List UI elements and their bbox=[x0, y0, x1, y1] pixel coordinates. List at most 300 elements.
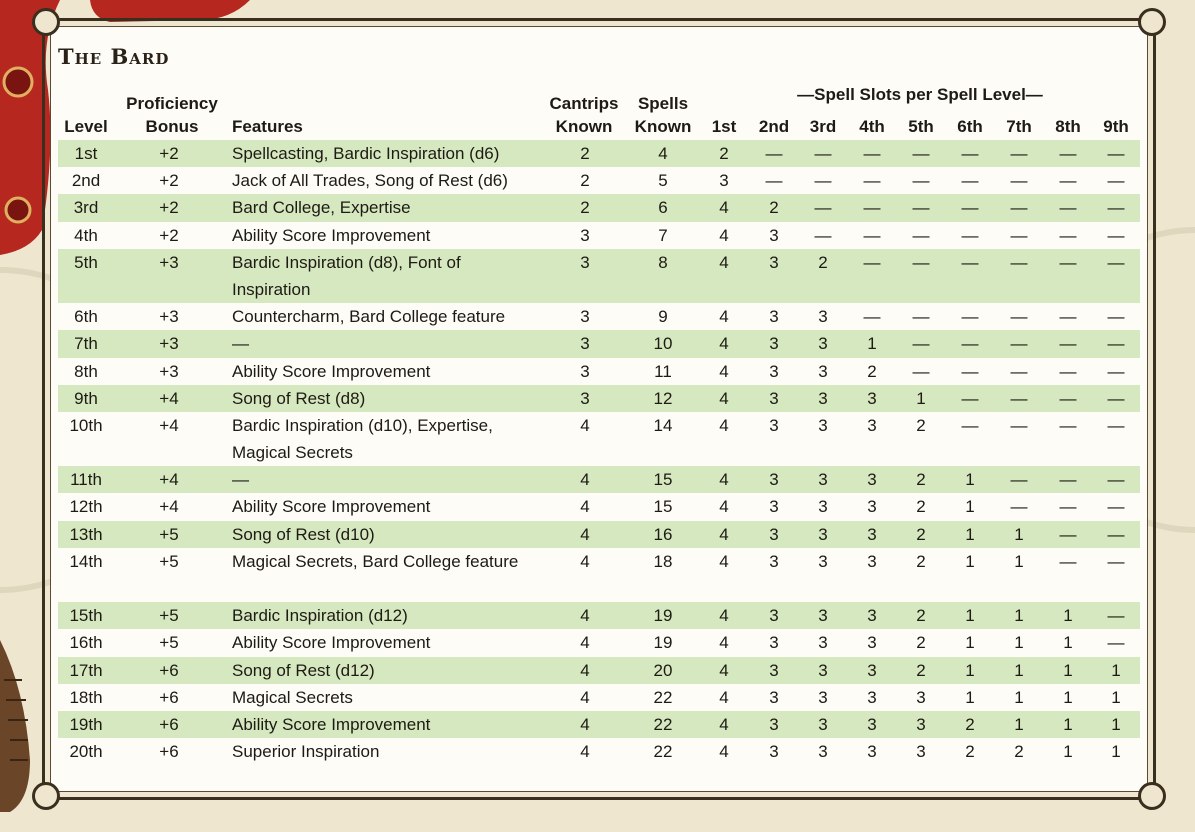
features-cell: Superior Inspiration bbox=[232, 742, 380, 762]
slot-1st-cell: 4 bbox=[719, 551, 729, 571]
slot-6th-cell: — bbox=[961, 171, 979, 191]
slot-4th-cell: 3 bbox=[867, 687, 877, 707]
slot-6th-cell: — bbox=[961, 225, 979, 245]
slot-3rd-cell: 3 bbox=[818, 524, 828, 544]
level-cell: 4th bbox=[74, 225, 98, 245]
slot-3rd-cell: 3 bbox=[818, 415, 828, 435]
proficiency-bonus-cell: +6 bbox=[159, 742, 179, 762]
slot-5th-cell: 2 bbox=[916, 415, 926, 435]
slot-9th-cell: 1 bbox=[1111, 714, 1121, 734]
slot-6th-cell: — bbox=[961, 388, 979, 408]
level-cell: 2nd bbox=[71, 171, 101, 191]
slot-8th-cell: — bbox=[1059, 497, 1077, 517]
slot-6th-cell: 1 bbox=[965, 660, 975, 680]
slot-2nd-cell: — bbox=[765, 144, 783, 163]
slot-9th-cell: — bbox=[1107, 144, 1125, 163]
slot-9th-cell: — bbox=[1107, 334, 1125, 354]
proficiency-bonus-cell: +4 bbox=[159, 415, 179, 435]
slot-2nd-cell: 2 bbox=[769, 198, 779, 218]
slot-3rd-cell: 3 bbox=[818, 388, 828, 408]
cantrips-known-cell: 3 bbox=[580, 252, 590, 272]
slot-4th-cell: — bbox=[863, 225, 881, 245]
header-proficiency-bonus: Proficiency Bonus bbox=[126, 94, 218, 136]
table-row-10th bbox=[58, 412, 1140, 466]
spells-known-cell: 14 bbox=[653, 415, 673, 435]
slot-3rd-cell: 3 bbox=[818, 714, 828, 734]
slot-3rd-cell: 3 bbox=[818, 606, 828, 626]
features-cell: — bbox=[232, 470, 249, 490]
proficiency-bonus-cell: +5 bbox=[159, 551, 179, 571]
slot-9th-cell: — bbox=[1107, 633, 1125, 653]
slot-5th-cell: 2 bbox=[916, 606, 926, 626]
slot-6th-cell: — bbox=[961, 307, 979, 327]
table-row-12th bbox=[58, 493, 1140, 520]
proficiency-bonus-cell: +3 bbox=[159, 307, 179, 327]
slot-1st-cell: 4 bbox=[719, 497, 729, 517]
slot-2nd-cell: 3 bbox=[769, 497, 779, 517]
slot-8th-cell: 1 bbox=[1063, 687, 1073, 707]
cantrips-known-cell: 4 bbox=[580, 687, 590, 707]
features-cell: Song of Rest (d10) bbox=[232, 524, 375, 544]
header-features: Features bbox=[232, 117, 303, 136]
slot-8th-cell: — bbox=[1059, 225, 1077, 245]
slot-6th-cell: 1 bbox=[965, 633, 975, 653]
slot-3rd-cell: 3 bbox=[818, 361, 828, 381]
proficiency-bonus-cell: +3 bbox=[159, 252, 179, 272]
slot-2nd-cell: 3 bbox=[769, 252, 779, 272]
slot-9th-cell: — bbox=[1107, 361, 1125, 381]
table-row-8th bbox=[58, 358, 1140, 385]
slot-2nd-cell: 3 bbox=[769, 470, 779, 490]
slot-8th-cell: — bbox=[1059, 415, 1077, 435]
slot-6th-cell: 2 bbox=[965, 742, 975, 762]
slot-5th-cell: 3 bbox=[916, 742, 926, 762]
slot-9th-cell: — bbox=[1107, 307, 1125, 327]
table-row-19th bbox=[58, 711, 1140, 738]
level-cell: 19th bbox=[69, 714, 103, 734]
slot-3rd-cell: 3 bbox=[818, 497, 828, 517]
slot-7th-cell: 1 bbox=[1014, 660, 1024, 680]
slot-6th-cell: 1 bbox=[965, 470, 975, 490]
slot-2nd-cell: 3 bbox=[769, 388, 779, 408]
header-slot-9th: 9th bbox=[1103, 117, 1129, 136]
slot-6th-cell: 1 bbox=[965, 524, 975, 544]
proficiency-bonus-cell: +3 bbox=[159, 334, 179, 354]
table-row-1st bbox=[58, 140, 1140, 167]
features-cell: — bbox=[232, 334, 249, 354]
slot-7th-cell: 1 bbox=[1014, 714, 1024, 734]
slot-3rd-cell: 3 bbox=[818, 551, 828, 571]
features-cell: Ability Score Improvement bbox=[232, 361, 431, 381]
table-row-5th bbox=[58, 249, 1140, 303]
spells-known-cell: 6 bbox=[658, 198, 668, 218]
features-cell: Ability Score Improvement bbox=[232, 714, 431, 734]
slot-8th-cell: 1 bbox=[1063, 660, 1073, 680]
slot-5th-cell: — bbox=[912, 252, 930, 272]
slot-4th-cell: 3 bbox=[867, 497, 877, 517]
slot-1st-cell: 4 bbox=[719, 388, 729, 408]
features-cell: Bardic Inspiration (d8), Font of Inspiration bbox=[232, 252, 461, 299]
slot-5th-cell: — bbox=[912, 198, 930, 218]
slot-6th-cell: 1 bbox=[965, 497, 975, 517]
features-cell: Magical Secrets, Bard College feature bbox=[232, 551, 519, 571]
slot-8th-cell: 1 bbox=[1063, 742, 1073, 762]
slot-1st-cell: 4 bbox=[719, 524, 729, 544]
slot-6th-cell: — bbox=[961, 144, 979, 163]
slot-7th-cell: 1 bbox=[1014, 524, 1024, 544]
spells-known-cell: 18 bbox=[653, 551, 673, 571]
slot-8th-cell: 1 bbox=[1063, 714, 1073, 734]
spells-known-cell: 5 bbox=[658, 171, 668, 191]
slot-2nd-cell: 3 bbox=[769, 714, 779, 734]
spells-known-cell: 22 bbox=[653, 742, 673, 762]
slot-9th-cell: — bbox=[1107, 225, 1125, 245]
slot-2nd-cell: 3 bbox=[769, 633, 779, 653]
slot-2nd-cell: 3 bbox=[769, 334, 779, 354]
slot-9th-cell: — bbox=[1107, 551, 1125, 571]
slot-7th-cell: — bbox=[1010, 225, 1028, 245]
cantrips-known-cell: 3 bbox=[580, 334, 590, 354]
slot-1st-cell: 4 bbox=[719, 660, 729, 680]
slot-3rd-cell: — bbox=[814, 171, 832, 191]
features-cell: Song of Rest (d12) bbox=[232, 660, 375, 680]
slot-7th-cell: 1 bbox=[1014, 633, 1024, 653]
level-cell: 13th bbox=[69, 524, 103, 544]
level-cell: 10th bbox=[69, 415, 103, 435]
spells-known-cell: 16 bbox=[653, 524, 673, 544]
slot-3rd-cell: 3 bbox=[818, 742, 828, 762]
slot-2nd-cell: 3 bbox=[769, 524, 779, 544]
frame-corner-bottom-left bbox=[32, 782, 60, 810]
spells-known-cell: 4 bbox=[658, 144, 668, 163]
spells-known-cell: 10 bbox=[653, 334, 673, 354]
slot-5th-cell: — bbox=[912, 225, 930, 245]
slot-4th-cell: 2 bbox=[867, 361, 877, 381]
cantrips-known-cell: 4 bbox=[580, 714, 590, 734]
cantrips-known-cell: 3 bbox=[580, 361, 590, 381]
table-row-16th bbox=[58, 629, 1140, 656]
features-cell: Bardic Inspiration (d12) bbox=[232, 606, 408, 626]
slot-8th-cell: 1 bbox=[1063, 606, 1073, 626]
slot-7th-cell: — bbox=[1010, 198, 1028, 218]
slot-9th-cell: — bbox=[1107, 388, 1125, 408]
slot-9th-cell: — bbox=[1107, 524, 1125, 544]
level-cell: 16th bbox=[69, 633, 103, 653]
slot-8th-cell: — bbox=[1059, 171, 1077, 191]
slot-2nd-cell: — bbox=[765, 171, 783, 191]
slot-5th-cell: — bbox=[912, 361, 930, 381]
level-cell: 8th bbox=[74, 361, 98, 381]
features-cell: Countercharm, Bard College feature bbox=[232, 307, 506, 327]
slot-8th-cell: — bbox=[1059, 551, 1077, 571]
slot-5th-cell: — bbox=[912, 144, 930, 163]
cantrips-known-cell: 4 bbox=[580, 606, 590, 626]
level-cell: 15th bbox=[69, 606, 103, 626]
proficiency-bonus-cell: +6 bbox=[159, 714, 179, 734]
slot-4th-cell: 3 bbox=[867, 388, 877, 408]
table-row-6th bbox=[58, 303, 1140, 330]
cantrips-known-cell: 3 bbox=[580, 307, 590, 327]
slot-3rd-cell: — bbox=[814, 144, 832, 163]
slot-2nd-cell: 3 bbox=[769, 307, 779, 327]
proficiency-bonus-cell: +5 bbox=[159, 633, 179, 653]
slot-4th-cell: 3 bbox=[867, 606, 877, 626]
slot-9th-cell: 1 bbox=[1111, 660, 1121, 680]
slot-1st-cell: 3 bbox=[719, 171, 729, 191]
header-slot-2nd: 2nd bbox=[758, 117, 790, 136]
cantrips-known-cell: 4 bbox=[580, 633, 590, 653]
proficiency-bonus-cell: +2 bbox=[159, 225, 179, 245]
slot-1st-cell: 4 bbox=[719, 252, 729, 272]
slot-8th-cell: — bbox=[1059, 334, 1077, 354]
spells-known-cell: 19 bbox=[653, 606, 673, 626]
slot-4th-cell: 3 bbox=[867, 470, 877, 490]
slot-3rd-cell: 2 bbox=[818, 252, 828, 272]
slot-4th-cell: 3 bbox=[867, 742, 877, 762]
slot-4th-cell: — bbox=[863, 198, 881, 218]
spells-known-cell: 15 bbox=[653, 470, 673, 490]
slot-3rd-cell: 3 bbox=[818, 470, 828, 490]
proficiency-bonus-cell: +2 bbox=[159, 171, 179, 191]
slot-5th-cell: 2 bbox=[916, 551, 926, 571]
slot-7th-cell: — bbox=[1010, 497, 1028, 517]
slot-7th-cell: — bbox=[1010, 470, 1028, 490]
proficiency-bonus-cell: +5 bbox=[159, 524, 179, 544]
slot-1st-cell: 4 bbox=[719, 225, 729, 245]
slot-6th-cell: — bbox=[961, 198, 979, 218]
spells-known-cell: 8 bbox=[658, 252, 668, 272]
slot-6th-cell: 2 bbox=[965, 714, 975, 734]
header-slot-5th: 5th bbox=[908, 117, 934, 136]
slot-1st-cell: 4 bbox=[719, 687, 729, 707]
slot-2nd-cell: 3 bbox=[769, 361, 779, 381]
slot-8th-cell: — bbox=[1059, 388, 1077, 408]
slot-3rd-cell: — bbox=[814, 225, 832, 245]
slot-4th-cell: 3 bbox=[867, 633, 877, 653]
level-cell: 17th bbox=[69, 660, 103, 680]
slot-5th-cell: 2 bbox=[916, 633, 926, 653]
features-cell: Bard College, Expertise bbox=[232, 198, 411, 218]
slot-5th-cell: — bbox=[912, 171, 930, 191]
proficiency-bonus-cell: +4 bbox=[159, 470, 179, 490]
cantrips-known-cell: 4 bbox=[580, 415, 590, 435]
level-cell: 5th bbox=[74, 252, 98, 272]
proficiency-bonus-cell: +2 bbox=[159, 144, 179, 163]
slot-2nd-cell: 3 bbox=[769, 660, 779, 680]
slot-4th-cell: 3 bbox=[867, 714, 877, 734]
table-row-9th bbox=[58, 385, 1140, 412]
slot-6th-cell: — bbox=[961, 361, 979, 381]
header-level: Level bbox=[64, 117, 108, 136]
features-cell: Ability Score Improvement bbox=[232, 225, 431, 245]
level-cell: 12th bbox=[69, 497, 103, 517]
spells-known-cell: 20 bbox=[653, 660, 673, 680]
slot-8th-cell: — bbox=[1059, 524, 1077, 544]
slot-2nd-cell: 3 bbox=[769, 551, 779, 571]
slot-2nd-cell: 3 bbox=[769, 742, 779, 762]
level-cell: 3rd bbox=[73, 198, 99, 218]
level-cell: 7th bbox=[74, 334, 98, 354]
level-cell: 9th bbox=[74, 388, 98, 408]
spells-known-cell: 22 bbox=[653, 714, 673, 734]
slot-3rd-cell: — bbox=[814, 198, 832, 218]
cantrips-known-cell: 4 bbox=[580, 660, 590, 680]
slot-1st-cell: 4 bbox=[719, 334, 729, 354]
slot-8th-cell: — bbox=[1059, 470, 1077, 490]
cantrips-known-cell: 4 bbox=[580, 470, 590, 490]
slot-3rd-cell: 3 bbox=[818, 307, 828, 327]
slot-6th-cell: 1 bbox=[965, 606, 975, 626]
slot-5th-cell: 2 bbox=[916, 497, 926, 517]
slot-8th-cell: — bbox=[1059, 198, 1077, 218]
slot-3rd-cell: 3 bbox=[818, 334, 828, 354]
table-row-14th bbox=[58, 548, 1140, 602]
features-cell: Ability Score Improvement bbox=[232, 633, 431, 653]
table-title: The Bard bbox=[58, 44, 170, 69]
slot-2nd-cell: 3 bbox=[769, 606, 779, 626]
slot-7th-cell: — bbox=[1010, 334, 1028, 354]
slot-1st-cell: 4 bbox=[719, 415, 729, 435]
frame-corner-top-right bbox=[1138, 8, 1166, 36]
slot-2nd-cell: 3 bbox=[769, 225, 779, 245]
cantrips-known-cell: 3 bbox=[580, 225, 590, 245]
slot-4th-cell: — bbox=[863, 144, 881, 163]
proficiency-bonus-cell: +6 bbox=[159, 687, 179, 707]
features-cell: Song of Rest (d8) bbox=[232, 388, 366, 408]
proficiency-bonus-cell: +2 bbox=[159, 198, 179, 218]
slot-4th-cell: 3 bbox=[867, 524, 877, 544]
slot-9th-cell: — bbox=[1107, 606, 1125, 626]
cantrips-known-cell: 2 bbox=[580, 144, 590, 163]
slot-1st-cell: 4 bbox=[719, 714, 729, 734]
table-row-20th bbox=[58, 738, 1140, 765]
slot-1st-cell: 4 bbox=[719, 633, 729, 653]
slot-3rd-cell: 3 bbox=[818, 660, 828, 680]
level-cell: 1st bbox=[74, 144, 98, 163]
proficiency-bonus-cell: +3 bbox=[159, 361, 179, 381]
header-slot-3rd: 3rd bbox=[809, 117, 837, 136]
proficiency-bonus-cell: +6 bbox=[159, 660, 179, 680]
cantrips-known-cell: 4 bbox=[580, 742, 590, 762]
slot-1st-cell: 4 bbox=[719, 742, 729, 762]
slot-4th-cell: — bbox=[863, 307, 881, 327]
spells-known-cell: 19 bbox=[653, 633, 673, 653]
header-slot-6th: 6th bbox=[957, 117, 983, 136]
slot-8th-cell: — bbox=[1059, 144, 1077, 163]
slot-5th-cell: — bbox=[912, 307, 930, 327]
slot-3rd-cell: 3 bbox=[818, 687, 828, 707]
table-row-3rd bbox=[58, 194, 1140, 221]
bard-table-body bbox=[58, 140, 1140, 765]
slot-9th-cell: — bbox=[1107, 171, 1125, 191]
spells-known-cell: 11 bbox=[654, 361, 672, 381]
features-cell: Ability Score Improvement bbox=[232, 497, 431, 517]
slot-5th-cell: 2 bbox=[916, 524, 926, 544]
features-cell: Spellcasting, Bardic Inspiration (d6) bbox=[232, 144, 500, 163]
drumstick-icon bbox=[0, 640, 30, 812]
slot-1st-cell: 2 bbox=[719, 144, 729, 163]
proficiency-bonus-cell: +4 bbox=[159, 497, 179, 517]
features-cell: Jack of All Trades, Song of Rest (d6) bbox=[232, 171, 508, 191]
table-row-4th bbox=[58, 222, 1140, 249]
slot-9th-cell: — bbox=[1107, 470, 1125, 490]
table-row-2nd bbox=[58, 167, 1140, 194]
slot-7th-cell: — bbox=[1010, 307, 1028, 327]
table-row-13th bbox=[58, 521, 1140, 548]
slot-4th-cell: 1 bbox=[867, 334, 877, 354]
cantrips-known-cell: 4 bbox=[580, 551, 590, 571]
slot-9th-cell: — bbox=[1107, 198, 1125, 218]
slot-9th-cell: 1 bbox=[1111, 742, 1121, 762]
slot-4th-cell: 3 bbox=[867, 551, 877, 571]
level-cell: 20th bbox=[69, 742, 103, 762]
proficiency-bonus-cell: +4 bbox=[159, 388, 179, 408]
slot-7th-cell: 1 bbox=[1014, 687, 1024, 707]
spells-known-cell: 9 bbox=[658, 307, 668, 327]
slot-8th-cell: — bbox=[1059, 252, 1077, 272]
table-row-18th bbox=[58, 684, 1140, 711]
slot-7th-cell: — bbox=[1010, 252, 1028, 272]
slot-7th-cell: — bbox=[1010, 171, 1028, 191]
slot-4th-cell: 3 bbox=[867, 415, 877, 435]
level-cell: 11th bbox=[70, 470, 102, 490]
spells-known-cell: 15 bbox=[653, 497, 673, 517]
header-spell-slots-group: —Spell Slots per Spell Level— bbox=[797, 85, 1043, 104]
slot-6th-cell: — bbox=[961, 334, 979, 354]
slot-5th-cell: 3 bbox=[916, 687, 926, 707]
slot-1st-cell: 4 bbox=[719, 606, 729, 626]
spells-known-cell: 22 bbox=[653, 687, 673, 707]
slot-1st-cell: 4 bbox=[719, 307, 729, 327]
slot-8th-cell: 1 bbox=[1063, 633, 1073, 653]
slot-5th-cell: 2 bbox=[916, 660, 926, 680]
slot-7th-cell: — bbox=[1010, 361, 1028, 381]
cantrips-known-cell: 3 bbox=[580, 388, 590, 408]
table-row-15th bbox=[58, 602, 1140, 629]
slot-7th-cell: 2 bbox=[1014, 742, 1024, 762]
slot-4th-cell: 3 bbox=[867, 660, 877, 680]
slot-1st-cell: 4 bbox=[719, 470, 729, 490]
header-slot-1st: 1st bbox=[711, 117, 737, 136]
slot-7th-cell: — bbox=[1010, 415, 1028, 435]
slot-6th-cell: 1 bbox=[965, 551, 975, 571]
frame-corner-top-left bbox=[32, 8, 60, 36]
slot-5th-cell: — bbox=[912, 334, 930, 354]
slot-5th-cell: 3 bbox=[916, 714, 926, 734]
slot-1st-cell: 4 bbox=[719, 361, 729, 381]
features-cell: Bardic Inspiration (d10), Expertise, Magical Secrets bbox=[232, 415, 493, 463]
level-cell: 14th bbox=[69, 551, 103, 571]
slot-1st-cell: 4 bbox=[719, 198, 729, 218]
slot-7th-cell: 1 bbox=[1014, 606, 1024, 626]
slot-9th-cell: — bbox=[1107, 415, 1125, 435]
slot-4th-cell: — bbox=[863, 171, 881, 191]
proficiency-bonus-cell: +5 bbox=[159, 606, 179, 626]
slot-6th-cell: — bbox=[961, 415, 979, 435]
slot-8th-cell: — bbox=[1059, 307, 1077, 327]
header-cantrips-known: Cantrips Known bbox=[549, 94, 619, 136]
slot-7th-cell: 1 bbox=[1014, 551, 1024, 571]
slot-9th-cell: — bbox=[1107, 497, 1125, 517]
cantrips-known-cell: 2 bbox=[580, 171, 590, 191]
header-slot-7th: 7th bbox=[1006, 117, 1032, 136]
slot-6th-cell: 1 bbox=[965, 687, 975, 707]
cantrips-known-cell: 4 bbox=[580, 497, 590, 517]
frame-corner-bottom-right bbox=[1138, 782, 1166, 810]
slot-7th-cell: — bbox=[1010, 388, 1028, 408]
table-row-11th bbox=[58, 466, 1140, 493]
features-cell: Magical Secrets bbox=[232, 687, 353, 707]
